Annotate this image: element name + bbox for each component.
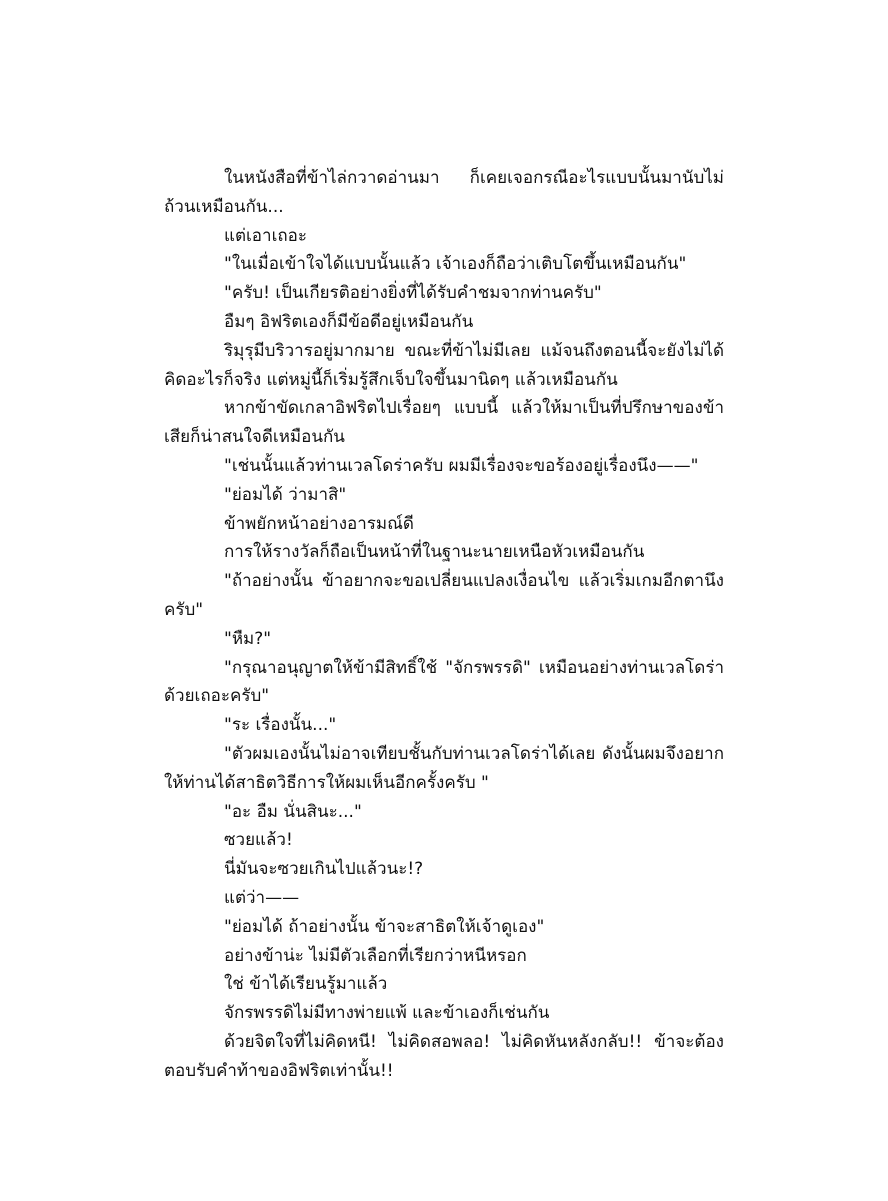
paragraph: ในหนังสือที่ข้าไล่กวาดอ่านมา ก็เคยเจอกรณีอะไรแบบนั้นมานับไม่ถ้วนเหมือนกัน... [164, 168, 724, 217]
paragraph: แต่เอาเถอะ [224, 225, 308, 246]
paragraph: "กรุณาอนุญาตให้ข้ามีสิทธิ์ใช้ "จักรพรรดิ" เหมือนอย่างท่านเวลโดร่าด้วยเถอะครับ" [164, 657, 724, 707]
paragraph: ข้าพยักหน้าอย่างอารมณ์ดี [224, 513, 414, 534]
paragraph: อย่างข้าน่ะ ไม่มีตัวเลือกที่เรียกว่าหนีหรอก [224, 945, 527, 966]
paragraph: จักรพรรดิไม่มีทางพ่ายแพ้ และข้าเองก็เช่นกัน [224, 1003, 550, 1024]
body-text [164, 164, 724, 1086]
paragraph: "อะ อืม นั่นสินะ..." [224, 801, 362, 822]
paragraph: "ย่อมได้ ถ้าอย่างนั้น ข้าจะสาธิตให้เจ้าดูเอง" [224, 916, 545, 937]
paragraph: "หืม?" [224, 628, 272, 649]
paragraph: "ในเมื่อเข้าใจได้แบบนั้นแล้ว เจ้าเองก็ถือว่าเติบโตขึ้นเหมือนกัน" [224, 254, 687, 275]
paragraph: อืมๆ อิฟริตเองก็มีข้อดีอยู่เหมือนกัน [224, 311, 474, 332]
paragraph: "เช่นนั้นแล้วท่านเวลโดร่าครับ ผมมีเรื่องจะขอร้องอยู่เรื่องนึง——" [224, 455, 699, 476]
paragraph: "ย่อมได้ ว่ามาสิ" [224, 484, 347, 505]
paragraph: "ถ้าอย่างนั้น ข้าอยากจะขอเปลี่ยนแปลงเงื่อนไข แล้วเริ่มเกมอีกตานึงครับ" [164, 571, 724, 620]
paragraph: ซวยแล้ว! [224, 830, 293, 851]
paragraph: "ตัวผมเองนั้นไม่อาจเทียบชั้นกับท่านเวลโดร่าได้เลย ดังนั้นผมจึงอยากให้ท่านได้สาธิตวิธีการให้ผมเห็นอีกครั้งครับ " [164, 743, 724, 793]
paragraph: นี่มันจะซวยเกินไปแล้วนะ!? [224, 859, 424, 880]
paragraph: หากข้าขัดเกลาอิฟริตไปเรื่อยๆ แบบนี้ แล้วให้มาเป็นที่ปรึกษาของข้าเสียก็น่าสนใจดีเหมือนกัน [164, 398, 724, 448]
paragraph: แต่ว่า—— [224, 887, 300, 908]
paragraph: ริมุรุมีบริวารอยู่มากมาย ขณะที่ข้าไม่มีเลย แม้จนถึงตอนนี้จะยังไม่ได้คิดอะไรก็จริง แต่หมู่นี้ก็เริ่มรู้สึกเจ็บใจขึ้นมานิดๆ แล้วเหมือนกัน [164, 340, 724, 390]
paragraph: การให้รางวัลก็ถือเป็นหน้าที่ในฐานะนายเหนือหัวเหมือนกัน [224, 542, 645, 563]
paragraph: ด้วยจิตใจที่ไม่คิดหนี! ไม่คิดสอพลอ! ไม่คิดหันหลังกลับ!! ข้าจะต้องตอบรับคำท้าของอิฟริตเท่านั้น!! [164, 1031, 724, 1081]
paragraph: "ครับ! เป็นเกียรติอย่างยิ่งที่ได้รับคำชมจากท่านครับ" [224, 283, 602, 304]
paragraph: "ระ เรื่องนั้น..." [224, 715, 337, 736]
paragraph: ใช่ ข้าได้เรียนรู้มาแล้ว [224, 974, 388, 995]
